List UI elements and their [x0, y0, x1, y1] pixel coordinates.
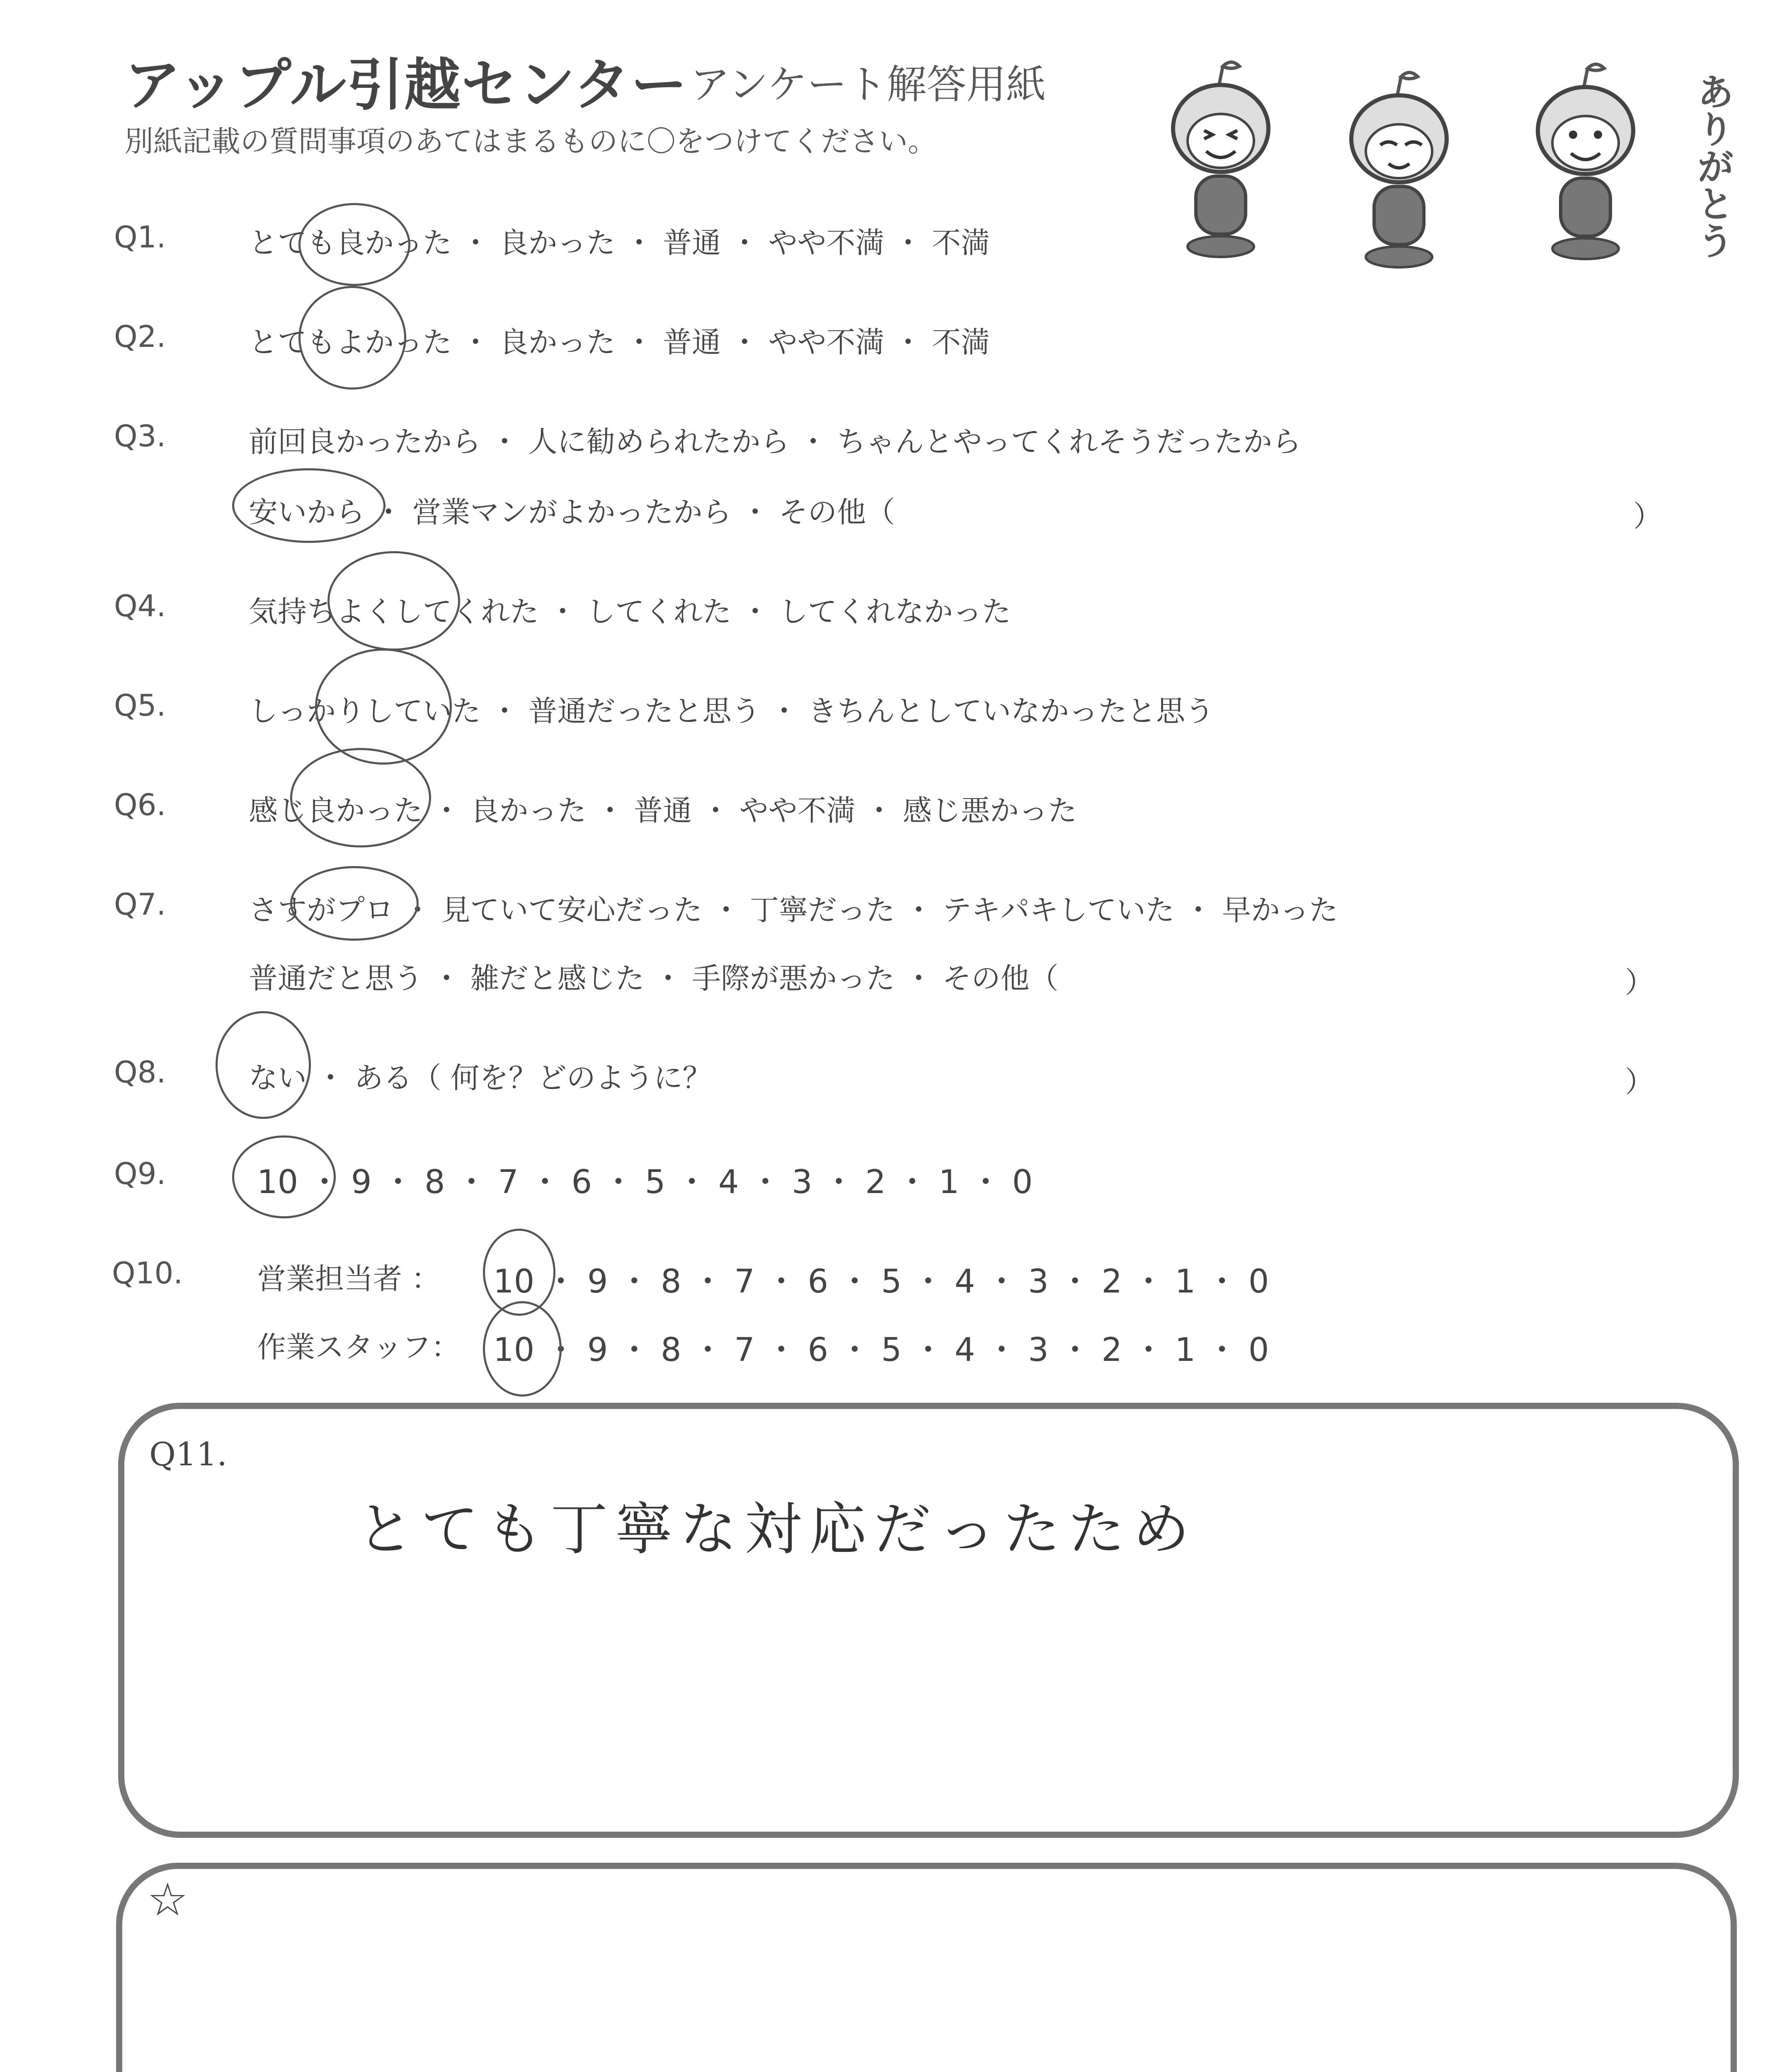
q2-options: とてもよかった ・ 良かった ・ 普通 ・ やや不満 ・ 不満: [249, 325, 990, 359]
q6-options: 感じ良かった ・ 良かった ・ 普通 ・ やや不満 ・ 感じ悪かった: [249, 794, 1077, 828]
q7-label: Q7.: [114, 887, 166, 922]
q10-staff-label: 作業スタッフ：: [257, 1330, 460, 1364]
q3-label: Q3.: [114, 419, 166, 453]
arigatou-label: ありがとう: [1690, 73, 1734, 259]
q3-options-line2: 安いから ・ 営業マンがよかったから ・ その他（: [249, 495, 895, 529]
q10-staff-answer-circle: [483, 1301, 562, 1397]
q2-answer-circle: [298, 286, 406, 390]
q3-close-paren: ）: [1633, 499, 1662, 533]
monkey-mascot-illustration: [1161, 58, 1281, 261]
q8-label: Q8.: [114, 1055, 166, 1089]
q10-sales-label: 営業担当者 ：: [257, 1262, 441, 1296]
q5-options: しっかりしていた ・ 普通だったと思う ・ きちんとしていなかったと思う: [249, 694, 1215, 728]
q6-label: Q6.: [114, 787, 166, 822]
q8-answer-circle: [216, 1011, 311, 1119]
q9-label: Q9.: [114, 1156, 166, 1191]
q7-answer-circle: [290, 866, 419, 941]
comment-box: [116, 1863, 1737, 2072]
q8-options: ない ・ ある（ 何を？どのように？: [249, 1061, 712, 1095]
q1-answer-circle: [298, 203, 410, 286]
q9-answer-circle: [232, 1135, 336, 1218]
q7-close-paren: ）: [1625, 966, 1654, 1000]
q4-answer-circle: [327, 551, 460, 651]
q4-options: 気持ちよくしてくれた ・ してくれた ・ してくれなかった: [249, 595, 1011, 629]
q5-label: Q5.: [114, 688, 166, 723]
q5-answer-circle: [315, 649, 452, 765]
q4-label: Q4.: [114, 588, 166, 623]
form-instruction: 別紙記載の質問事項のあてはまるものに〇をつけてください。: [124, 124, 937, 158]
q2-label: Q2.: [114, 319, 166, 354]
q11-answer-box: [118, 1403, 1739, 1838]
form-title: アップル引越センター: [124, 53, 688, 118]
q10-staff-scale: 10 ・ 9 ・ 8 ・ 7 ・ 6 ・ 5 ・ 4 ・ 3 ・ 2 ・ 1 ・ 0: [493, 1331, 1269, 1369]
q11-handwritten-answer: とても丁寧な対応だったため: [356, 1496, 1198, 1563]
monkey-mascot-illustration: [1339, 68, 1459, 271]
q3-options-line1: 前回良かったから ・ 人に勧められたから ・ ちゃんとやってくれそうだったから: [249, 425, 1302, 459]
q10-sales-scale: 10 ・ 9 ・ 8 ・ 7 ・ 6 ・ 5 ・ 4 ・ 3 ・ 2 ・ 1 ・ 0: [493, 1263, 1269, 1300]
q9-scale: 10 ・ 9 ・ 8 ・ 7 ・ 6 ・ 5 ・ 4 ・ 3 ・ 2 ・ 1 ・ 0: [257, 1164, 1033, 1201]
q11-label: Q11.: [149, 1436, 227, 1473]
form-subtitle: アンケート解答用紙: [690, 61, 1046, 108]
star-icon: ☆: [147, 1873, 188, 1926]
q3-answer-circle: [232, 468, 385, 543]
q6-answer-circle: [290, 748, 431, 847]
monkey-mascot-illustration: [1525, 60, 1646, 263]
q8-close-paren: ）: [1625, 1065, 1654, 1099]
q7-options-line1: さすがプロ ・ 見ていて安心だった ・ 丁寧だった ・ テキパキしていた ・ 早かった: [249, 893, 1338, 927]
q1-options: とても良かった ・ 良かった ・ 普通 ・ やや不満 ・ 不満: [249, 226, 990, 260]
q7-options-line2: 普通だと思う ・ 雑だと感じた ・ 手際が悪かった ・ その他（: [249, 961, 1059, 995]
q1-label: Q1.: [114, 220, 166, 254]
q10-label: Q10.: [112, 1256, 183, 1290]
